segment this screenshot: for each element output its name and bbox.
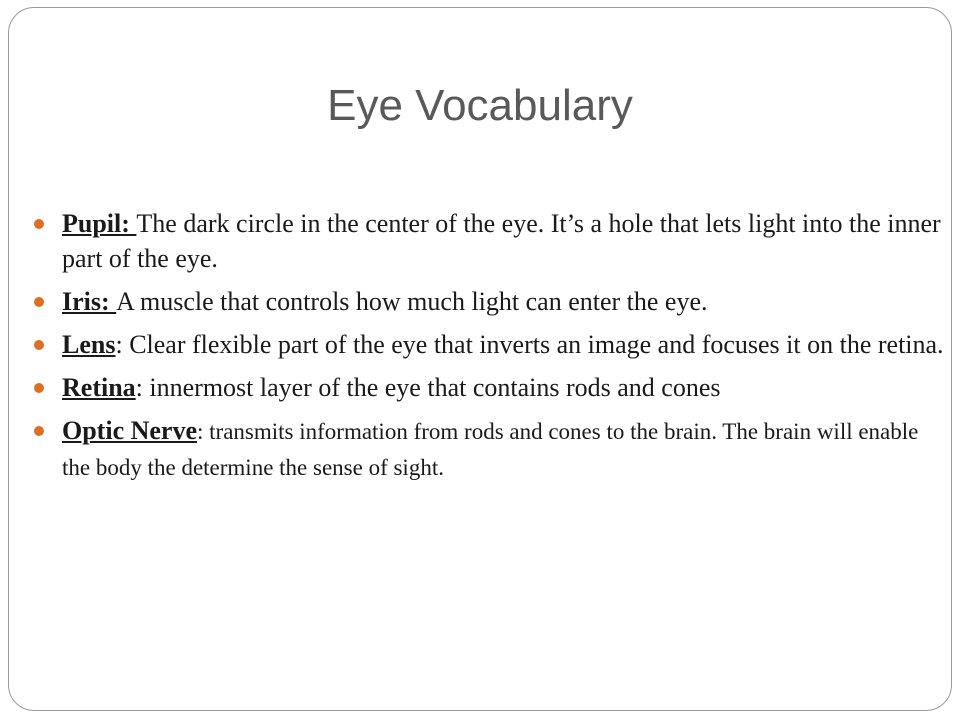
definition-lens: : Clear flexible part of the eye that inverts an image and focuses it on the retina.	[115, 330, 944, 359]
term-optic-nerve: Optic Nerve	[62, 416, 198, 445]
list-item	[34, 327, 950, 362]
definition-optic-nerve: : transmits information from rods and cones to the brain. The brain will enable the body the determine the sense of sight.	[62, 419, 919, 480]
slide-title: Eye Vocabulary	[327, 81, 633, 130]
term-iris: Iris:	[62, 287, 117, 316]
list-item	[34, 370, 950, 405]
list-item	[34, 284, 950, 319]
definition-pupil: The dark circle in the center of the eye. It’s a hole that lets light into the inner part of the eye.	[62, 209, 941, 273]
term-retina: Retina	[62, 373, 136, 402]
term-pupil: Pupil:	[62, 209, 137, 238]
list-item	[34, 206, 950, 276]
vocabulary-list	[34, 206, 950, 493]
list-item	[34, 413, 950, 485]
definition-retina: : innermost layer of the eye that contains rods and cones	[135, 373, 721, 402]
bullet-icon	[34, 340, 44, 350]
bullet-icon	[34, 297, 44, 307]
definition-iris: A muscle that controls how much light can enter the eye.	[116, 287, 708, 316]
bullet-icon	[34, 383, 44, 393]
bullet-icon	[34, 426, 44, 436]
bullet-icon	[34, 219, 44, 229]
term-lens: Lens	[62, 330, 116, 359]
